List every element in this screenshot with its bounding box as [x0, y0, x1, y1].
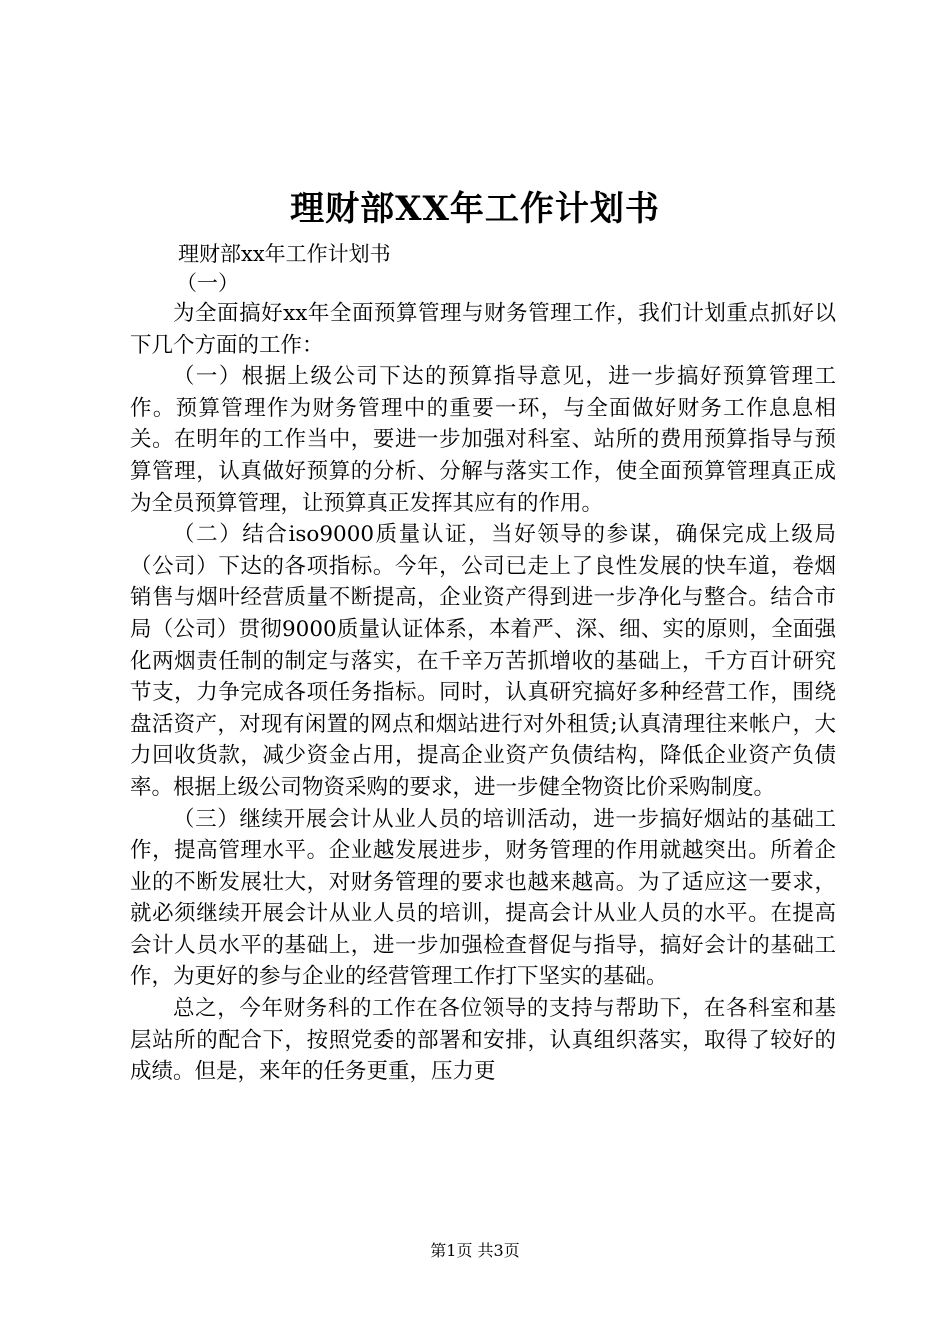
- paragraph-item-1: （一）根据上级公司下达的预算指导意见，进一步搞好预算管理工作。预算管理作为财务管理中的重要一环，与全面做好财务工作息息相关。在明年的工作当中，要进一步加强对科室、站所的费用预算指导与预算管理，认真做好预算的分析、分解与落实工作，使全面预算管理真正成为全员预算管理，让预算真正发挥其应有的作用。: [130, 364, 836, 516]
- paragraph-summary: 总之，今年财务科的工作在各位领导的支持与帮助下，在各科室和基层站所的配合下，按照党委的部署和安排，认真组织落实，取得了较好的成绩。但是，来年的任务更重，压力更: [130, 996, 836, 1085]
- document-title: 理财部XX年工作计划书: [290, 189, 660, 229]
- paragraph-item-2: （二）结合iso9000质量认证，当好领导的参谋，确保完成上级局（公司）下达的各项指标。今年，公司已走上了良性发展的快车道，卷烟销售与烟叶经营质量不断提高，企业资产得到进一步净化与整合。结合市局（公司）贯彻9000质量认证体系，本着严、深、细、实的原则，全面强化两烟责任制的制定与落实，在千辛万苦抓增收的基础上，千方百计研究节支，力争完成各项任务指标。同时，认真研究搞好多种经营工作，围绕盘活资产，对现有闲置的网点和烟站进行对外租赁;认真清理往来帐户，大力回收货款，减少资金占用，提高企业资产负债结构，降低企业资产负债率。根据上级公司物资采购的要求，进一步健全物资比价采购制度。: [130, 522, 836, 800]
- paragraph-item-3: （三）继续开展会计从业人员的培训活动，进一步搞好烟站的基础工作，提高管理水平。企业越发展进步，财务管理的作用就越突出。所着企业的不断发展壮大，对财务管理的要求也越来越高。为了适应这一要求，就必须继续开展会计从业人员的培训，提高会计从业人员的水平。在提高会计人员水平的基础上，进一步加强检查督促与指导，搞好会计的基础工作，为更好的参与企业的经营管理工作打下坚实的基础。: [130, 806, 836, 990]
- section-marker: （一）: [176, 271, 239, 295]
- document-body: [130, 298, 836, 1088]
- page-number-footer: 第1页 共3页: [430, 1241, 520, 1260]
- paragraph-intro: 为全面搞好xx年全面预算管理与财务管理工作，我们计划重点抓好以下几个方面的工作：: [130, 301, 836, 358]
- document-subtitle: 理财部xx年工作计划书: [178, 242, 391, 266]
